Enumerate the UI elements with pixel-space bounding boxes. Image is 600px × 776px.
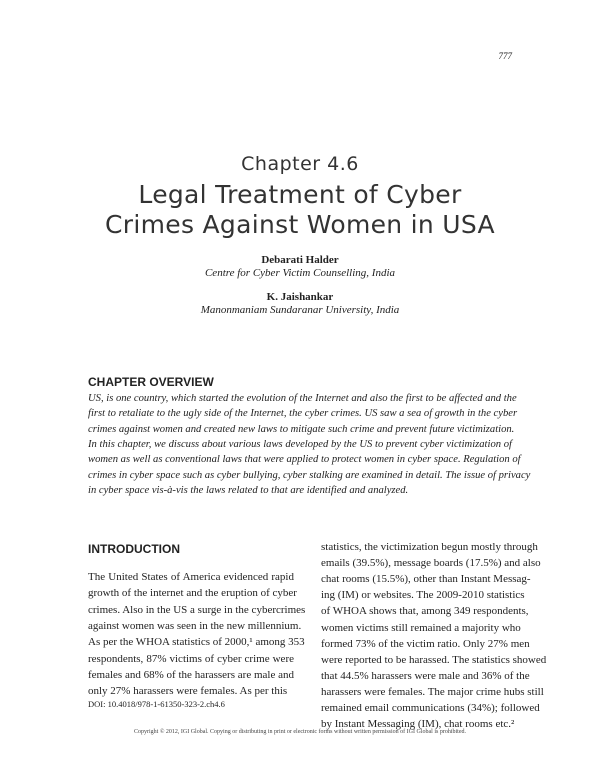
text-line: respondents, 87% victims of cyber crime were xyxy=(88,652,294,665)
author-name: K. Jaishankar xyxy=(266,291,334,303)
chapter-title-line-2: Crimes Against Women in USA xyxy=(105,210,495,239)
text-line: in cyber space vis-à-vis the laws related to that are identified and analyzed. xyxy=(88,484,409,496)
author-affiliation: Manonmaniam Sundaranar University, India xyxy=(200,304,400,316)
text-line: US, is one country, which started the evolution of the Internet and also the first to be affected and the xyxy=(88,393,517,404)
text-line: first to retaliate to the ugly side of the Internet, the cyber crimes. US saw a sea of growth in the cyber xyxy=(88,408,518,420)
text-line: women as well as conventional laws that were applied to protect women in cyber space. Regulation of xyxy=(88,454,521,466)
text-line: formed 73% of the victim ratio. Only 27% men xyxy=(321,637,530,650)
author-affiliation: Centre for Cyber Victim Counselling, India xyxy=(204,267,396,279)
text-line: against women was seen in the new millennium. xyxy=(88,619,302,632)
text-line: emails (39.5%), message boards (17.5%) and also xyxy=(321,557,541,570)
author-name: Debarati Halder xyxy=(261,254,339,266)
doi: DOI: 10.4018/978-1-61350-323-2.ch4.6 xyxy=(88,699,225,709)
chapter-label: Chapter 4.6 xyxy=(241,153,359,175)
text-line: only 27% harassers were females. As per this xyxy=(88,685,288,698)
text-line: crimes in cyber space such as cyber bullying, cyber stalking are examined in detail. The issue of privacy xyxy=(88,469,531,481)
text-line: harassers were females. The major crime hubs still xyxy=(321,685,544,698)
text-line: chat rooms (15.5%), other than Instant Messag- xyxy=(321,573,531,586)
text-line: were reported to be harassed. The statistics showed xyxy=(321,653,547,666)
text-line: The United States of America evidenced rapid xyxy=(88,571,294,583)
text-line: crimes. Also in the US a surge in the cybercrimes xyxy=(88,603,306,616)
text-line: growth of the internet and the eruption of cyber xyxy=(88,587,297,600)
text-line: In this chapter, we discuss about various laws developed by the US to prevent cyber victimization of xyxy=(88,438,512,450)
text-line: remained email communications (34%); followed xyxy=(321,702,540,714)
text-line: ing (IM) or websites. The 2009-2010 statistics xyxy=(321,589,525,602)
text-line: statistics, the victimization begun mostly through xyxy=(321,541,538,553)
text-line: women victims still remained a majority who xyxy=(321,621,521,634)
text-line: by Instant Messaging (IM), chat rooms etc.² xyxy=(321,718,515,731)
text-line: females and 68% of the harassers are male and xyxy=(88,668,294,681)
text-line: of WHOA shows that, among 349 respondents, xyxy=(321,605,529,618)
text-line: crimes against women and created new laws to mitigate such crime and prevent future victimization. xyxy=(88,423,515,435)
text-line: As per the WHOA statistics of 2000,¹ among 353 xyxy=(88,636,305,649)
page-number: 777 xyxy=(498,51,512,61)
overview-heading: CHAPTER OVERVIEW xyxy=(88,375,214,389)
introduction-heading: INTRODUCTION xyxy=(88,542,180,556)
copyright-notice: Copyright © 2012, IGI Global. Copying or distributing in print or electronic forms without written permission of IGI Global is prohibited. xyxy=(133,729,466,735)
chapter-title-line-1: Legal Treatment of Cyber xyxy=(138,180,462,209)
text-line: that 44.5% harassers were male and 36% of the xyxy=(321,669,530,682)
